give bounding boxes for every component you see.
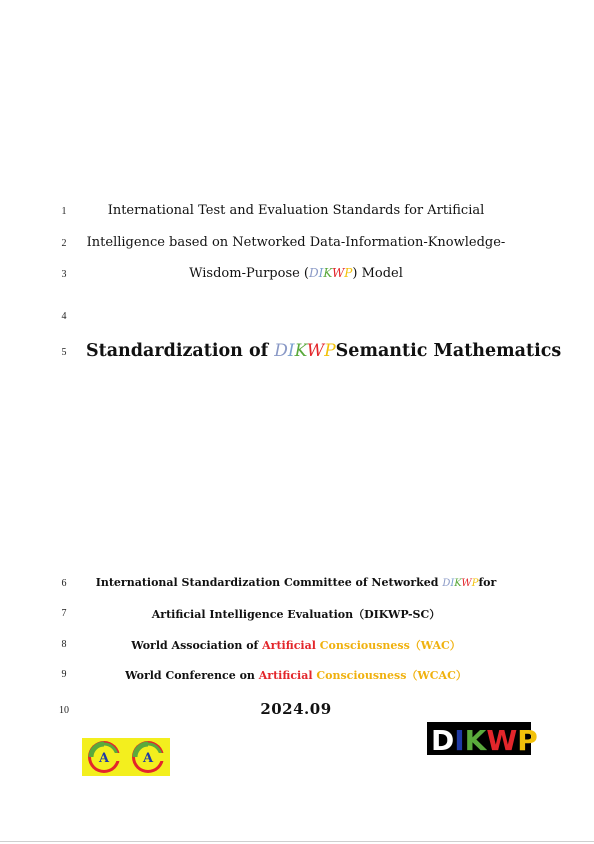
dikwp-wordmark <box>442 578 478 589</box>
wac-line-consciousness: Consciousness（WAC） <box>315 639 461 652</box>
wac-logo <box>82 738 170 776</box>
line-number: 3 <box>61 269 67 280</box>
doc-title-line-2: Intelligence based on Networked Data-Information-Knowledge- <box>86 235 506 250</box>
dikwp-letter-d: D <box>442 578 451 589</box>
wcac-line <box>86 667 506 683</box>
wac-emblem-letter: A <box>142 751 154 766</box>
line-number: 1 <box>61 206 67 217</box>
wac-emblem-icon <box>83 739 125 775</box>
line-number: 7 <box>61 608 67 619</box>
wac-line-prefix: World Association of <box>131 639 263 652</box>
dikwp-letter-d: D <box>274 341 288 361</box>
dikwp-logo-letters: DIKWP <box>431 724 538 757</box>
page-bottom-edge <box>0 841 594 842</box>
dikwp-letter-w: W <box>461 578 472 589</box>
dikwp-letter-i: I <box>450 578 455 589</box>
dikwp-letter-p: P <box>471 578 479 589</box>
committee-line-prefix: International Standardization Committee of Networked <box>95 576 443 589</box>
dikwp-letter-w: W <box>306 341 325 361</box>
line-number: 8 <box>61 639 67 650</box>
wcac-line-artificial: Artificial <box>258 669 313 682</box>
dikwp-letter-k: K <box>454 578 462 589</box>
dikwp-letter-p: P <box>344 266 353 280</box>
line-number: 4 <box>61 311 67 322</box>
dikwp-logo <box>427 722 538 757</box>
dikwp-wordmark <box>309 266 352 280</box>
dikwp-logo-icon <box>427 722 538 757</box>
doc-title-line-3-prefix: Wisdom-Purpose ( <box>189 266 310 281</box>
wac-emblem-icon <box>127 739 169 775</box>
main-title <box>86 341 562 361</box>
committee-line-suffix: for <box>478 576 497 589</box>
line-number: 2 <box>61 238 67 249</box>
committee-line-2: Artificial Intelligence Evaluation（DIKWP-SC） <box>151 608 441 621</box>
wac-line <box>86 637 506 653</box>
main-title-suffix: Semantic Mathematics <box>335 341 562 361</box>
main-title-prefix: Standardization of <box>86 341 275 361</box>
wac-emblem-letter: A <box>98 751 110 766</box>
wac-line-artificial: Artificial <box>262 639 316 652</box>
line-number: 6 <box>61 578 67 589</box>
line-number: 5 <box>61 347 67 358</box>
doc-title-line-1: International Test and Evaluation Standards for Artificial <box>107 203 485 218</box>
dikwp-letter-i: I <box>287 341 295 361</box>
dikwp-letter-i: I <box>318 266 324 280</box>
line-number: 10 <box>59 705 69 716</box>
wcac-line-prefix: World Conference on <box>125 669 259 682</box>
doc-title-line-3 <box>86 266 506 281</box>
dikwp-letter-w: W <box>331 266 345 280</box>
committee-line <box>86 576 506 589</box>
doc-title-line-3-suffix: ) Model <box>352 266 403 281</box>
publication-date: 2024.09 <box>260 700 332 718</box>
wcac-line-consciousness: Consciousness（WCAC） <box>312 669 467 682</box>
dikwp-wordmark <box>274 341 335 361</box>
dikwp-letter-p: P <box>324 341 336 361</box>
dikwp-letter-k: K <box>323 266 332 280</box>
line-number: 9 <box>61 669 67 680</box>
dikwp-letter-k: K <box>294 341 307 361</box>
dikwp-letter-d: D <box>309 266 319 280</box>
